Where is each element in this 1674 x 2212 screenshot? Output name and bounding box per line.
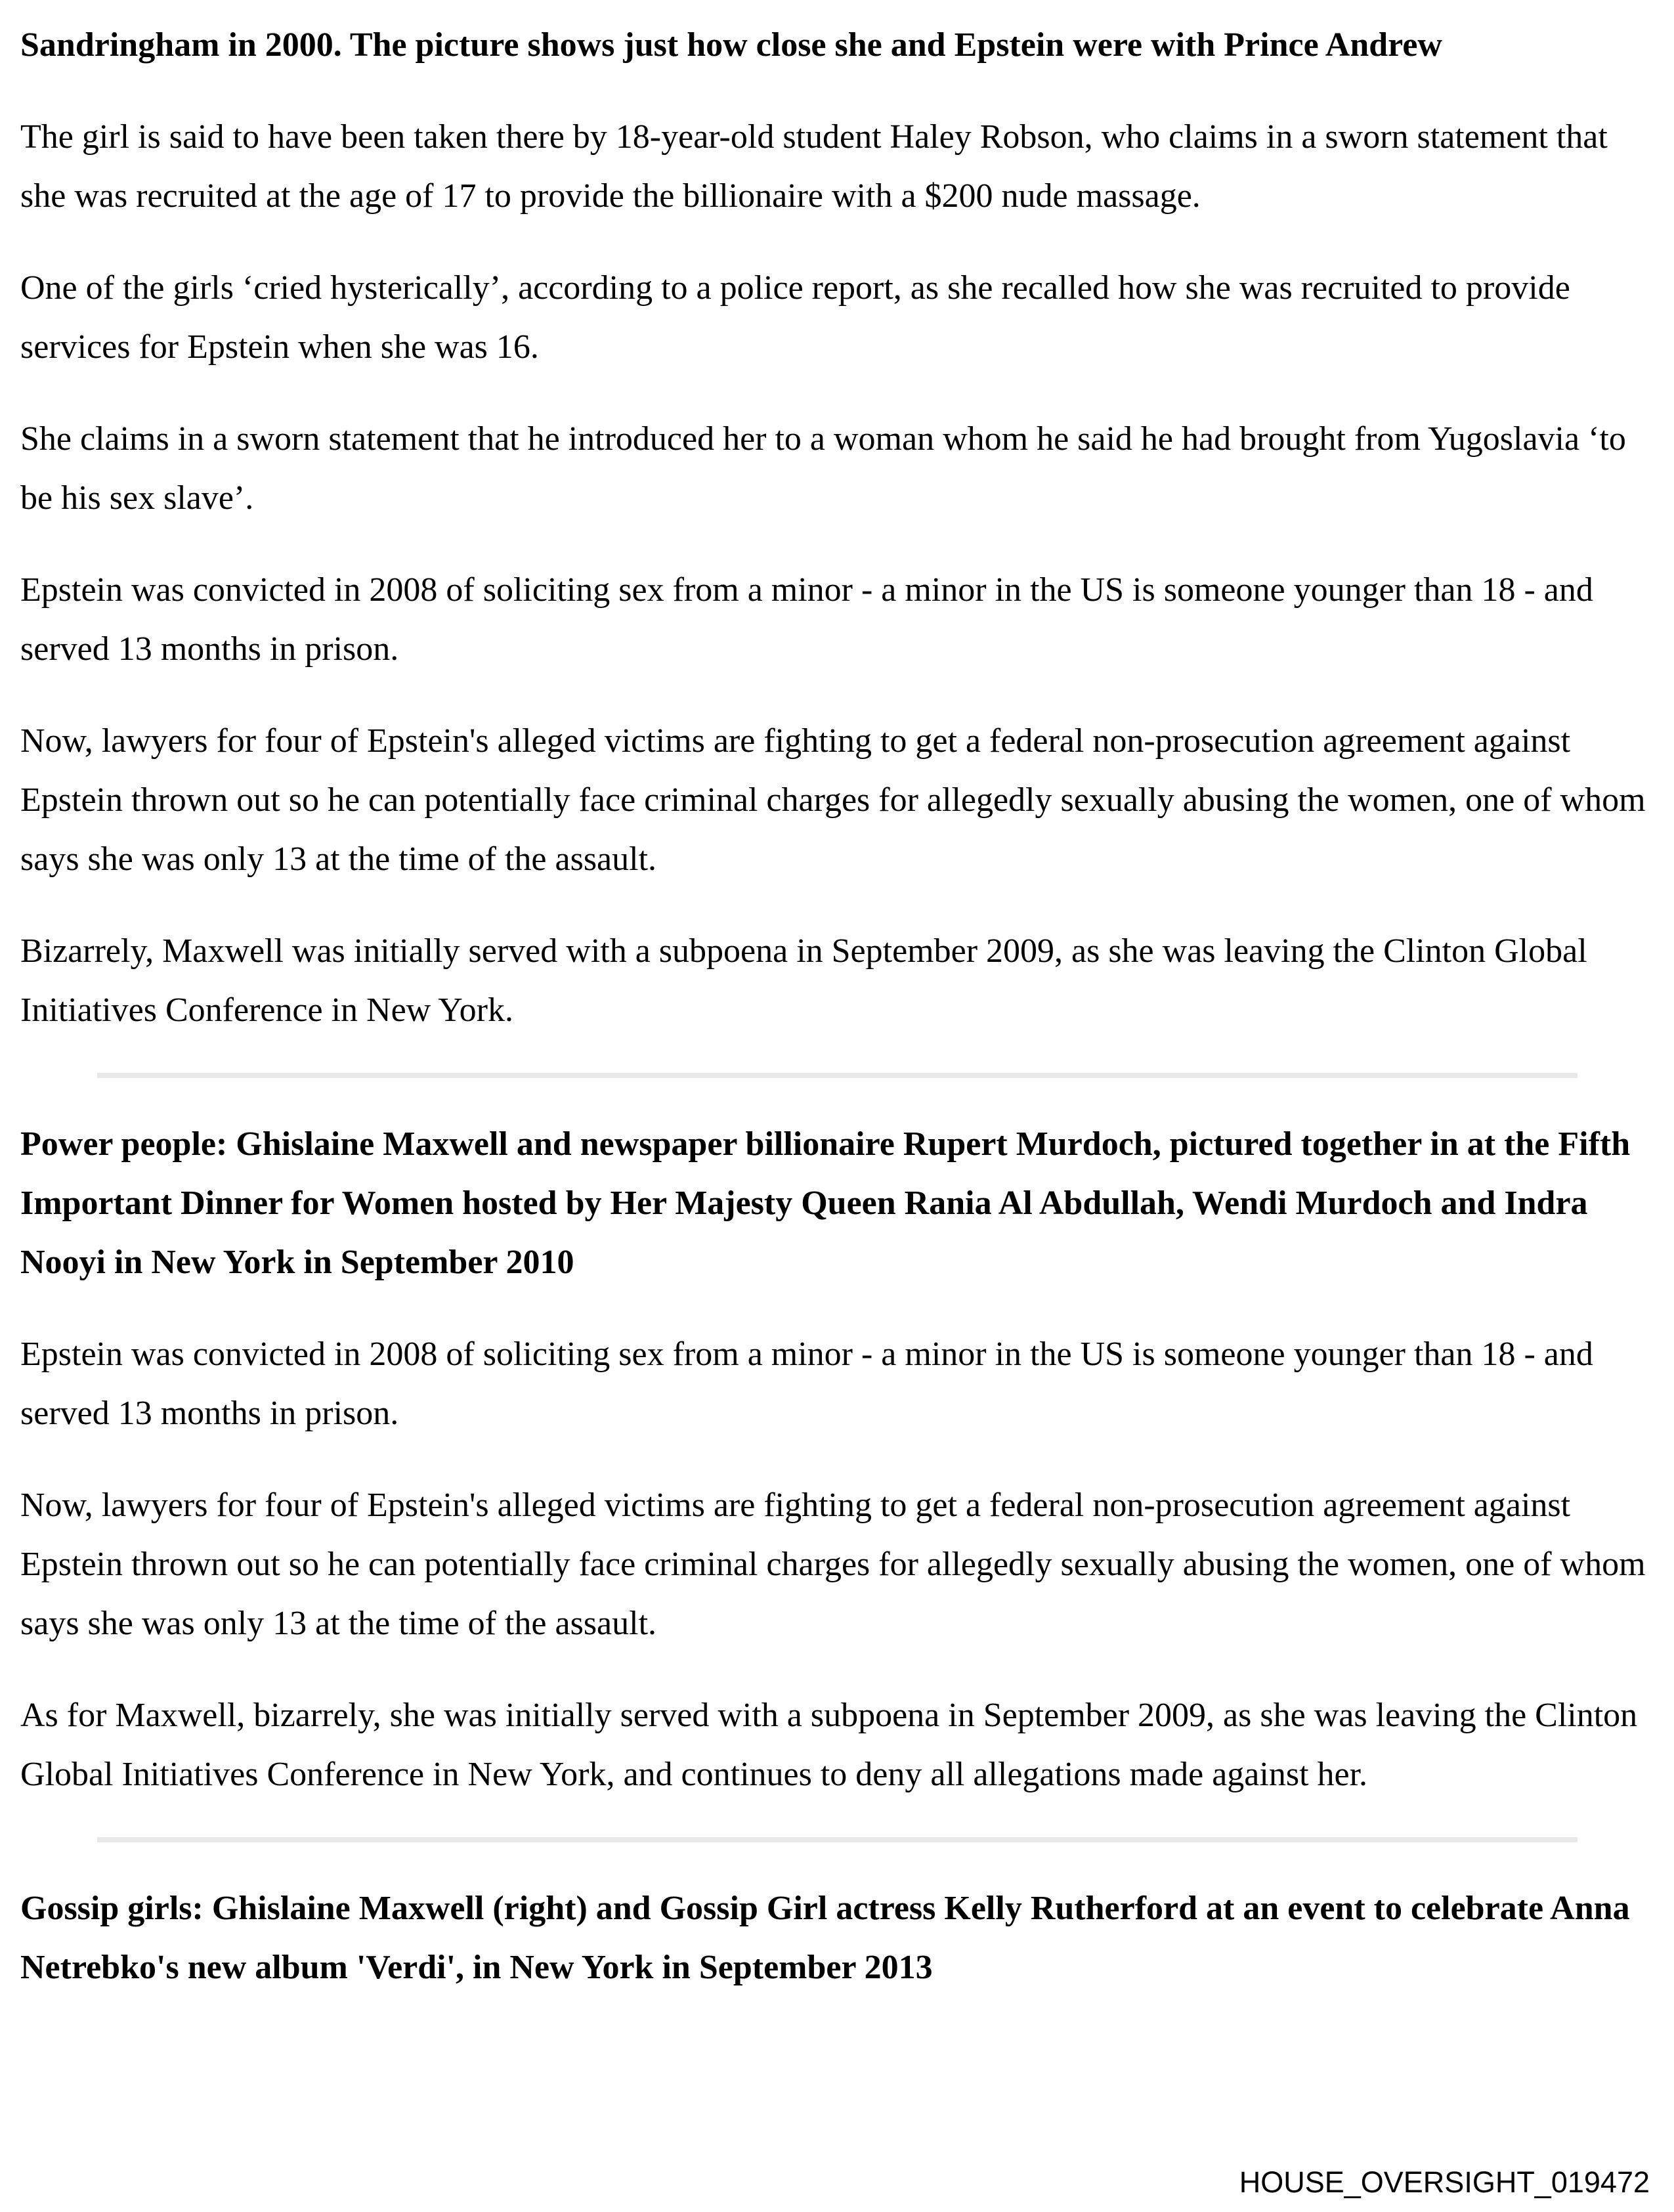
body-paragraph: She claims in a sworn statement that he introduced her to a woman whom he said he had brought from Yugoslavia ‘to be his sex slave’. (20, 420, 1626, 517)
caption-heading: Sandringham in 2000. The picture shows just how close she and Epstein were with Prince Andrew (20, 26, 1442, 64)
caption-heading: Power people: Ghislaine Maxwell and newspaper billionaire Rupert Murdoch, pictured together in at the Fifth Important Dinner for Women hosted by Her Majesty Queen Rania Al Abdullah, Wendi Murdoch and Indra Nooyi in New York in September 2010 (20, 1125, 1631, 1281)
bates-stamp: HOUSE_OVERSIGHT_019472 (1239, 2165, 1650, 2199)
section-divider (97, 1073, 1577, 1078)
body-paragraph: As for Maxwell, bizarrely, she was initially served with a subpoena in September 2009, as she was leaving the Clinton Global Initiatives Conference in New York, and continues to deny all allegations made against her. (20, 1697, 1638, 1793)
body-paragraph: One of the girls ‘cried hysterically’, according to a police report, as she recalled how she was recruited to provide services for Epstein when she was 16. (20, 269, 1570, 366)
caption-heading: Gossip girls: Ghislaine Maxwell (right) and Gossip Girl actress Kelly Rutherford at an event to celebrate Anna Netrebko's new album 'Verdi', in New York in September 2013 (20, 1890, 1630, 1986)
section-divider (97, 1837, 1577, 1842)
body-paragraph: Epstein was convicted in 2008 of soliciting sex from a minor - a minor in the US is someone younger than 18 - and served 13 months in prison. (20, 1335, 1593, 1432)
body-paragraph: Epstein was convicted in 2008 of soliciting sex from a minor - a minor in the US is someone younger than 18 - and served 13 months in prison. (20, 571, 1593, 668)
body-paragraph: The girl is said to have been taken there by 18-year-old student Haley Robson, who claims in a sworn statement that she was recruited at the age of 17 to provide the billionaire with a $200 nude massage. (20, 118, 1608, 215)
body-paragraph: Bizarrely, Maxwell was initially served with a subpoena in September 2009, as she was leaving the Clinton Global Initiatives Conference in New York. (20, 932, 1587, 1029)
body-paragraph: Now, lawyers for four of Epstein's alleged victims are fighting to get a federal non-prosecution agreement against Epstein thrown out so he can potentially face criminal charges for allegedly sexually abusing the women, one of whom says she was only 13 at the time of the assault. (20, 1486, 1646, 1642)
article-body (20, 16, 1654, 2030)
body-paragraph: Now, lawyers for four of Epstein's alleged victims are fighting to get a federal non-prosecution agreement against Epstein thrown out so he can potentially face criminal charges for allegedly sexually abusing the women, one of whom says she was only 13 at the time of the assault. (20, 722, 1646, 878)
